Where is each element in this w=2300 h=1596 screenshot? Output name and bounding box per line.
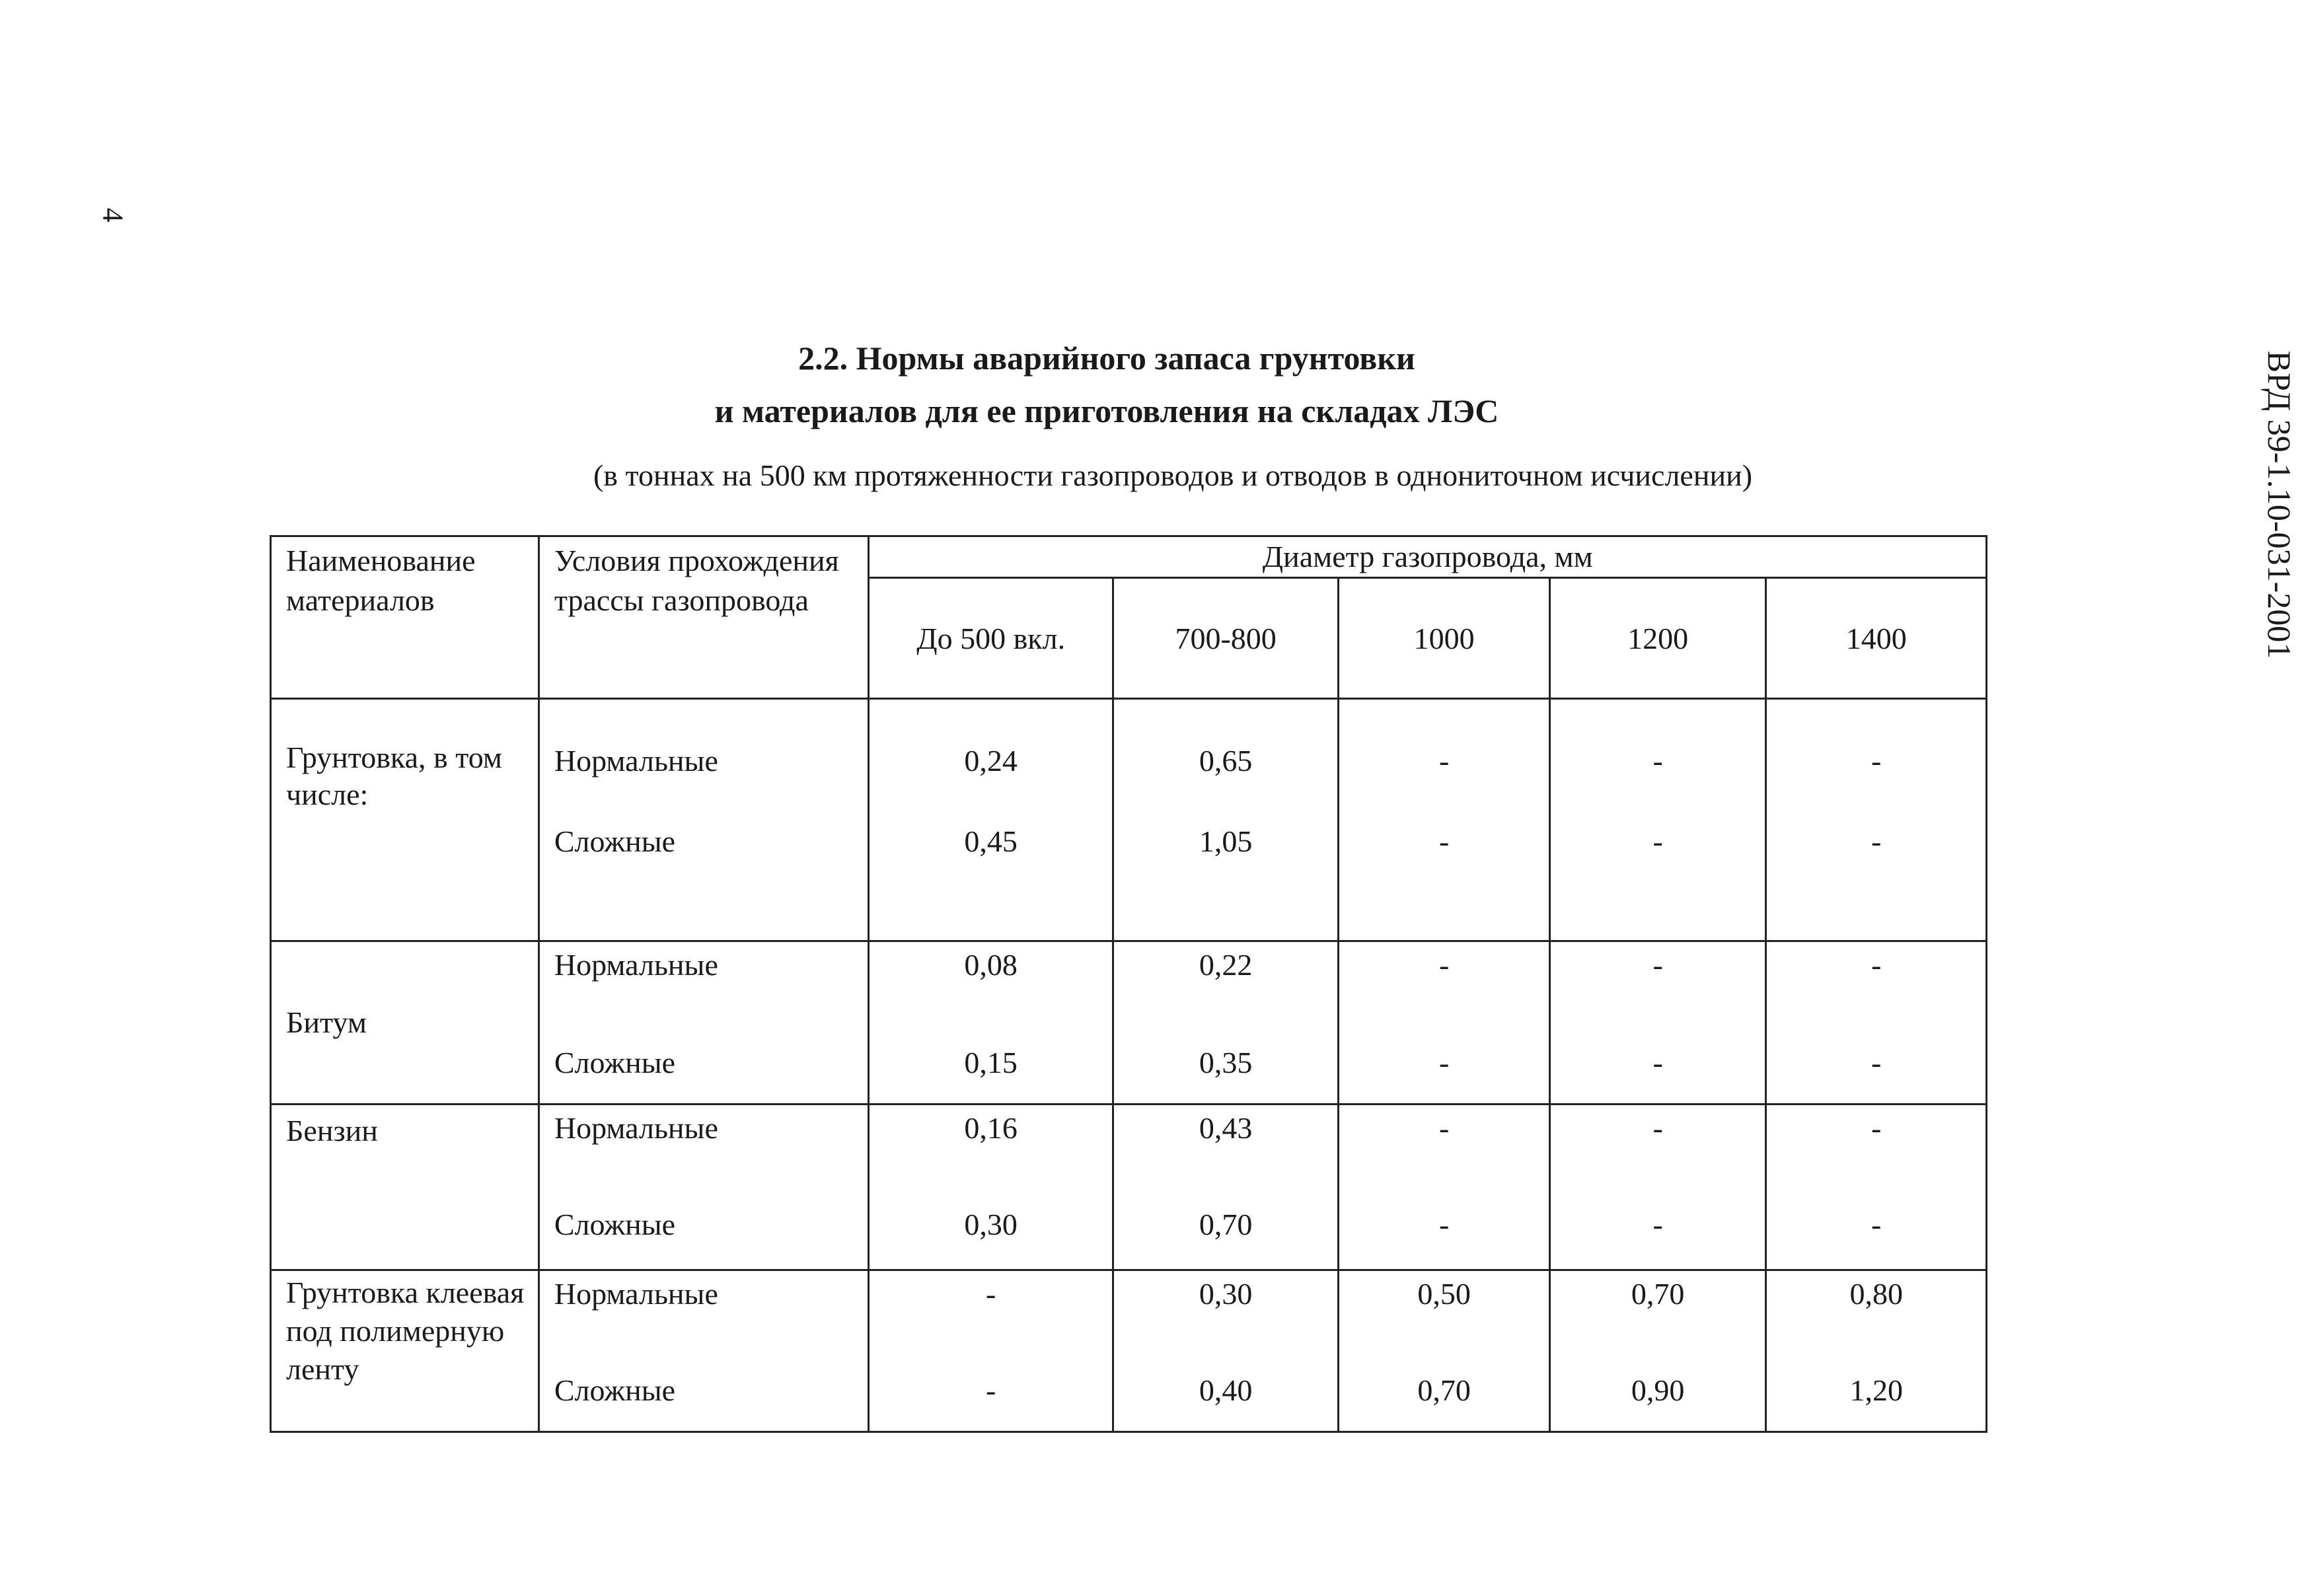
value: - bbox=[1871, 1046, 1882, 1079]
value-cell bbox=[1549, 1270, 1766, 1432]
section-title bbox=[595, 332, 1619, 437]
value-cell bbox=[1339, 1105, 1550, 1270]
value: 1,05 bbox=[1199, 824, 1253, 858]
value: - bbox=[1438, 1046, 1450, 1079]
value-cell bbox=[1113, 1270, 1338, 1432]
table-row bbox=[271, 1105, 1987, 1270]
value: 0,24 bbox=[964, 744, 1018, 778]
value-cell bbox=[1339, 941, 1550, 1105]
table-row bbox=[271, 699, 1987, 941]
value: - bbox=[1438, 948, 1450, 982]
norms-table bbox=[270, 535, 1987, 1433]
header-col-700-800: 700-800 bbox=[1113, 578, 1338, 699]
conditions-cell bbox=[538, 699, 869, 941]
value-cell bbox=[1766, 1270, 1987, 1432]
value-cell bbox=[1549, 699, 1766, 941]
value: 0,22 bbox=[1199, 948, 1253, 982]
value: 0,08 bbox=[964, 948, 1018, 982]
value: - bbox=[1652, 948, 1663, 982]
value-cell bbox=[869, 1105, 1113, 1270]
material-cell: Бензин bbox=[271, 1105, 539, 1270]
value: - bbox=[1652, 1111, 1663, 1145]
value: 0,43 bbox=[1199, 1111, 1253, 1145]
value: 0,90 bbox=[1631, 1373, 1685, 1407]
section-title-line-1: 2.2. Нормы аварийного запаса грунтовки bbox=[798, 340, 1415, 377]
conditions-cell bbox=[538, 1270, 869, 1432]
value-cell bbox=[1113, 1105, 1338, 1270]
value: 0,40 bbox=[1199, 1373, 1253, 1407]
value: 0,30 bbox=[1199, 1277, 1253, 1311]
table-row bbox=[271, 941, 1987, 1105]
table-row bbox=[271, 1270, 1987, 1432]
header-material: Наименование материалов bbox=[271, 536, 539, 699]
condition-normal: Нормальные bbox=[554, 744, 718, 778]
value: - bbox=[1438, 744, 1450, 778]
header-diameter-group: Диаметр газопровода, мм bbox=[869, 536, 1987, 578]
header-col-1000: 1000 bbox=[1339, 578, 1550, 699]
value: 0,30 bbox=[964, 1208, 1018, 1241]
material-cell: Грунтовка клеевая под полимерную ленту bbox=[271, 1270, 539, 1432]
value-cell bbox=[869, 1270, 1113, 1432]
value-cell bbox=[1549, 1105, 1766, 1270]
value: - bbox=[1652, 1208, 1663, 1241]
value: 0,80 bbox=[1849, 1277, 1903, 1311]
value-cell bbox=[1766, 1105, 1987, 1270]
value: 0,15 bbox=[964, 1046, 1018, 1079]
value: - bbox=[1871, 1111, 1882, 1145]
value: - bbox=[985, 1277, 996, 1311]
value: - bbox=[1438, 824, 1450, 858]
value: - bbox=[1652, 824, 1663, 858]
value: 0,16 bbox=[964, 1111, 1018, 1145]
value: 0,45 bbox=[964, 824, 1018, 858]
value: - bbox=[1438, 1208, 1450, 1241]
value-cell bbox=[1549, 941, 1766, 1105]
value: - bbox=[1652, 744, 1663, 778]
value: 0,35 bbox=[1199, 1046, 1253, 1079]
value: - bbox=[1871, 948, 1882, 982]
value-cell bbox=[1339, 1270, 1550, 1432]
value-cell bbox=[1113, 699, 1338, 941]
condition-normal: Нормальные bbox=[554, 1111, 718, 1145]
section-title-line-2: и материалов для ее приготовления на складах ЛЭС bbox=[714, 392, 1499, 429]
value: 1,20 bbox=[1849, 1373, 1903, 1407]
condition-complex: Сложные bbox=[554, 824, 676, 858]
header-conditions: Условия прохождения трассы газопровода bbox=[538, 536, 869, 699]
condition-complex: Сложные bbox=[554, 1046, 676, 1079]
value: - bbox=[985, 1373, 996, 1407]
material-cell: Грунтовка, в том числе: bbox=[271, 699, 539, 941]
header-row-1 bbox=[271, 536, 1987, 578]
value: - bbox=[1871, 1208, 1882, 1241]
condition-normal: Нормальные bbox=[554, 1277, 718, 1311]
document-code: ВРД 39-1.10-031-2001 bbox=[2261, 350, 2298, 659]
units-note: (в тоннах на 500 км протяженности газопроводов и отводов в однониточном исчислении) bbox=[593, 458, 1753, 492]
value-cell bbox=[1766, 699, 1987, 941]
header-col-upto-500: До 500 вкл. bbox=[869, 578, 1113, 699]
value-cell bbox=[869, 941, 1113, 1105]
page-number: 4 bbox=[96, 207, 130, 223]
value-cell bbox=[1766, 941, 1987, 1105]
conditions-cell bbox=[538, 941, 869, 1105]
value-cell bbox=[1113, 941, 1338, 1105]
value: - bbox=[1871, 824, 1882, 858]
value: 0,70 bbox=[1631, 1277, 1685, 1311]
header-col-1400: 1400 bbox=[1766, 578, 1987, 699]
value: - bbox=[1871, 744, 1882, 778]
value-cell bbox=[1339, 699, 1550, 941]
value: 0,50 bbox=[1417, 1277, 1471, 1311]
value: - bbox=[1438, 1111, 1450, 1145]
value: 0,70 bbox=[1199, 1208, 1253, 1241]
material-cell: Битум bbox=[271, 941, 539, 1105]
value: 0,70 bbox=[1417, 1373, 1471, 1407]
header-col-1200: 1200 bbox=[1549, 578, 1766, 699]
condition-complex: Сложные bbox=[554, 1208, 676, 1241]
conditions-cell bbox=[538, 1105, 869, 1270]
value-cell bbox=[869, 699, 1113, 941]
value: - bbox=[1652, 1046, 1663, 1079]
condition-complex: Сложные bbox=[554, 1373, 676, 1407]
value: 0,65 bbox=[1199, 744, 1253, 778]
condition-normal: Нормальные bbox=[554, 948, 718, 982]
